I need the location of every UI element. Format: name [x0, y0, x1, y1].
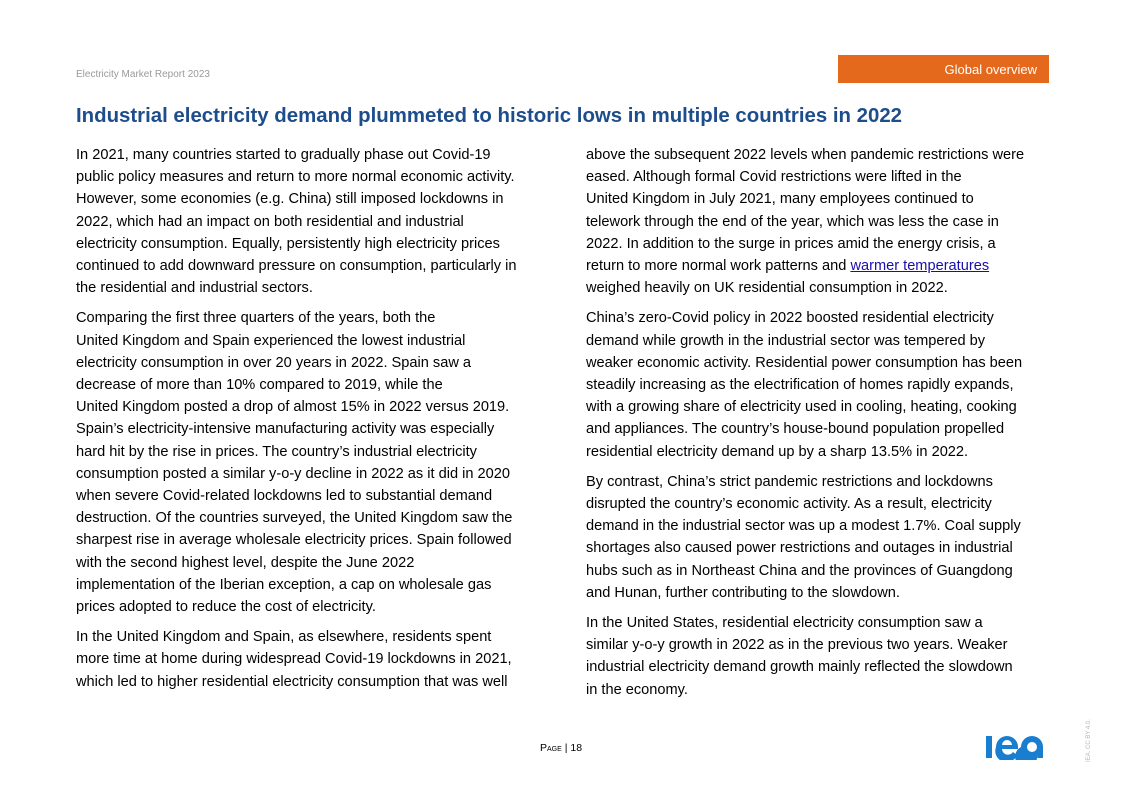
- paragraph: In 2021, many countries started to gradually phase out Covid-19 public policy measures and return to more normal economic activity. However, some economies (e.g. China) still imposed lockdowns in 2022, which had an impact on both residential and industrial electricity consumption. Equally, persistently high electricity prices continued to add downward pressure on consumption, particularly in the residential and industrial sectors.: [76, 147, 517, 297]
- section-tab: Global overview: [838, 55, 1049, 83]
- paragraph: In the United Kingdom and Spain, as elsewhere, residents spent more time at home during widespread Covid-19 lockdowns in 2021, which led to higher residential electricity consumption that was well: [76, 629, 512, 690]
- paragraph: In the United States, residential electricity consumption saw a similar y-o-y growth in 2022 as in the previous two years. Weaker industrial electricity demand growth mainly reflected the slowdown in the economy.: [586, 615, 1013, 698]
- report-title: Electricity Market Report 2023: [76, 69, 210, 80]
- page-number: Page | 18: [540, 742, 583, 754]
- license-text: IEA. CC BY 4.0.: [1086, 719, 1092, 762]
- paragraph: Comparing the first three quarters of the years, both the United Kingdom and Spain experienced the lowest industrial electricity consumption in over 20 years in 2022. Spain saw a decrease of more than 10% compared to 2019, while the United Kingdom posted a drop of almost 15% in 2022 versus 2019. Spain’s electricity-intensive manufacturing activity was especially hard hit by the rise in prices. The country’s industrial electricity consumption posted a similar y-o-y decline in 2022 as it did in 2020 when severe Covid-related lockdowns led to substantial demand destruction. Of the countries surveyed, the United Kingdom saw the sharpest rise in average wholesale electricity prices. Spain followed with the second highest level, despite the June 2022 implementation of the Iberian exception, a cap on wholesale gas prices adopted to reduce the cost of electricity.: [76, 310, 513, 616]
- paragraph: above the subsequent 2022 levels when pandemic restrictions were eased. Although formal Covid restrictions were lifted in the United Kingdom in July 2021, many employees continued to telework through the end of the year, which was less the case in 2022. In addition to the surge in prices amid the energy crisis, a return to more normal work patterns and warmer temperatures weighed heavily on UK residential consumption in 2022.: [586, 147, 1025, 297]
- paragraph: By contrast, China’s strict pandemic restrictions and lockdowns disrupted the country’s economic activity. As a result, electricity demand in the industrial sector was up a modest 1.7%. Coal supply shortages also caused power restrictions and outages in industrial hubs such as in Northeast China and the provinces of Guangdong and Hunan, further contributing to the slowdown.: [586, 473, 1021, 601]
- right-column: [586, 144, 1056, 709]
- warmer-temperatures-link[interactable]: warmer temperatures: [850, 258, 990, 275]
- paragraph: China’s zero-Covid policy in 2022 boosted residential electricity demand while growth in the industrial sector was tempered by weaker economic activity. Residential power consumption has been steadily increasing as the electrification of homes rapidly expands, with a growing share of electricity used in cooling, heating, cooking and appliances. The country’s house-bound population propelled residential electricity demand up by a sharp 13.5% in 2022.: [586, 310, 1023, 460]
- iea-logo-icon: [986, 734, 1046, 760]
- page-title: Industrial electricity demand plummeted to historic lows in multiple countries in 2022: [76, 105, 903, 127]
- left-column: [76, 144, 546, 701]
